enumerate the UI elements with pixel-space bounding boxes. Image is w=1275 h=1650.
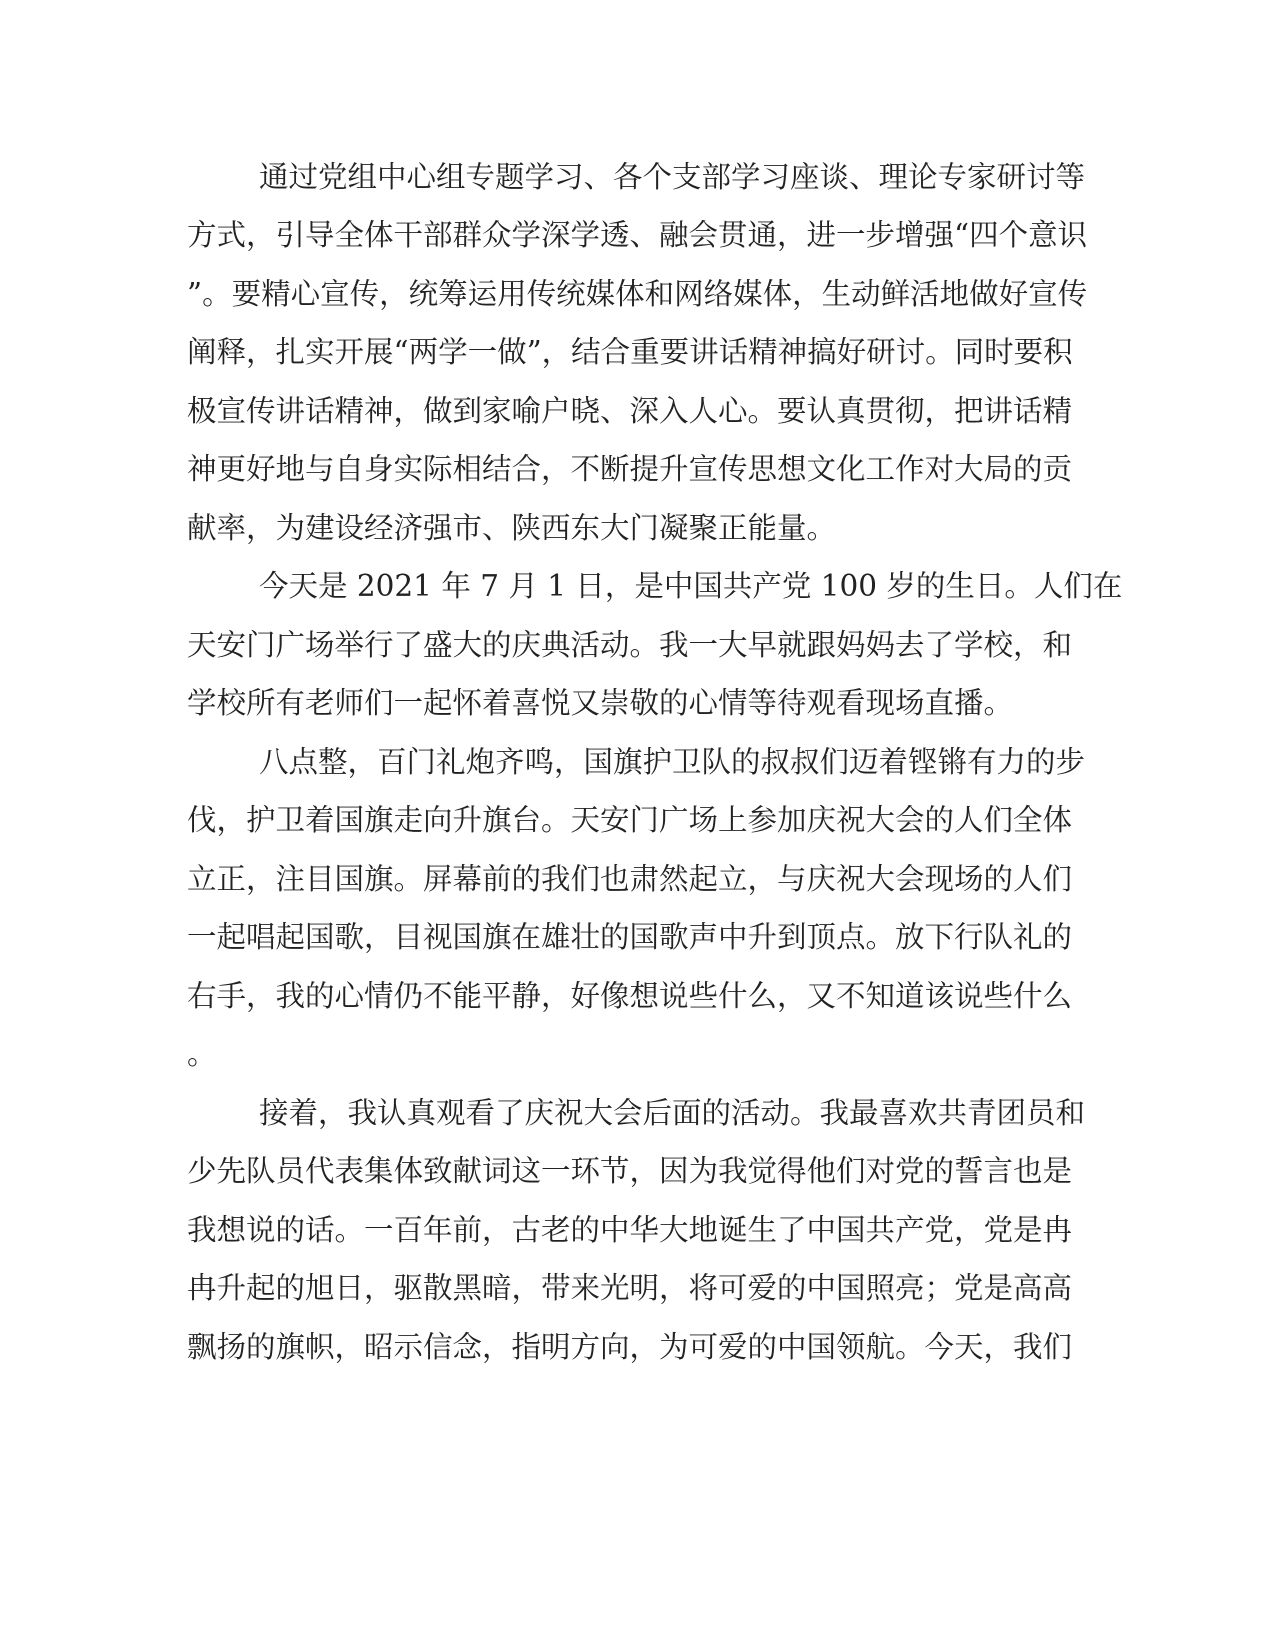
text-line: ”。要精心宣传，统筹运用传统媒体和网络媒体，生动鲜活地做好宣传 <box>187 277 1088 311</box>
text-line: 少先队员代表集体致献词这一环节，因为我觉得他们对党的誓言也是 <box>187 1154 1073 1188</box>
text-line: 神更好地与自身实际相结合，不断提升宣传思想文化工作对大局的贡 <box>187 452 1073 486</box>
text-line: 立正，注目国旗。屏幕前的我们也肃然起立，与庆祝大会现场的人们 <box>187 862 1073 896</box>
text-line: 我想说的话。一百年前，古老的中华大地诞生了中国共产党，党是冉 <box>187 1213 1073 1247</box>
text-line: 极宣传讲话精神，做到家喻户晓、深入人心。要认真贯彻，把讲话精 <box>187 394 1073 428</box>
text-line: 冉升起的旭日，驱散黑暗，带来光明，将可爱的中国照亮；党是高高 <box>187 1271 1073 1305</box>
text-line: 一起唱起国歌，目视国旗在雄壮的国歌声中升到顶点。放下行队礼的 <box>187 920 1073 954</box>
text-line: 伐，护卫着国旗走向升旗台。天安门广场上参加庆祝大会的人们全体 <box>187 803 1073 837</box>
text-line: 方式，引导全体干部群众学深学透、融会贯通，进一步增强“四个意识 <box>187 218 1088 252</box>
text-line: 飘扬的旗帜，昭示信念，指明方向，为可爱的中国领航。今天，我们 <box>187 1330 1073 1364</box>
text-line: 学校所有老师们一起怀着喜悦又崇敬的心情等待观看现场直播。 <box>187 686 1014 720</box>
text-line: 八点整，百门礼炮齐鸣，国旗护卫队的叔叔们迈着铿锵有力的步 <box>259 745 1086 779</box>
text-line: 。 <box>187 1037 217 1071</box>
text-line: 献率，为建设经济强市、陕西东大门凝聚正能量。 <box>187 511 837 545</box>
text-line: 通过党组中心组专题学习、各个支部学习座谈、理论专家研讨等 <box>259 160 1086 194</box>
text-line: 今天是 2021 年 7 月 1 日，是中国共产党 100 岁的生日。人们在 <box>259 569 1123 603</box>
text-line: 阐释，扎实开展“两学一做”，结合重要讲话精神搞好研讨。同时要积 <box>187 335 1073 369</box>
text-line: 接着，我认真观看了庆祝大会后面的活动。我最喜欢共青团员和 <box>259 1096 1086 1130</box>
text-line: 天安门广场举行了盛大的庆典活动。我一大早就跟妈妈去了学校，和 <box>187 628 1073 662</box>
text-line: 右手，我的心情仍不能平静，好像想说些什么，又不知道该说些什么 <box>187 979 1073 1013</box>
